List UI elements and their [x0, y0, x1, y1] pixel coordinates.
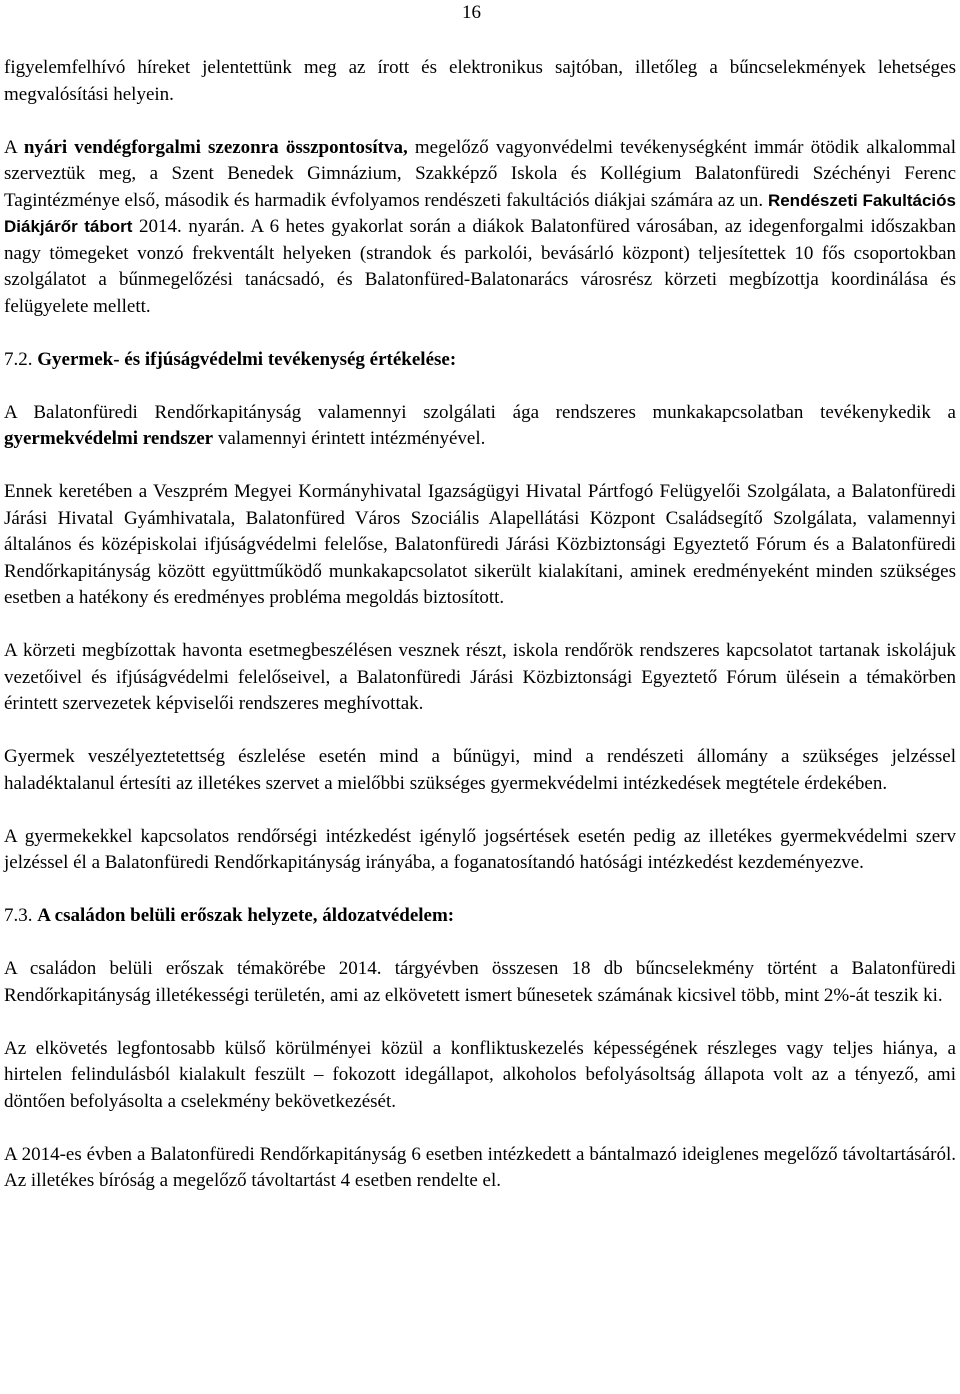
- section-title: A családon belüli erőszak helyzete, áldozatvédelem:: [37, 905, 455, 926]
- document-body: [4, 55, 956, 1195]
- text-fragment: A Balatonfüredi Rendőrkapitányság valamennyi szolgálati ága rendszeres munkakapcsolatban tevékenykedik a: [4, 401, 956, 423]
- section-heading-7-3: [4, 903, 956, 930]
- section-number: 7.3.: [4, 905, 33, 926]
- section-title: Gyermek- és ifjúságvédelmi tevékenység értékelése:: [37, 348, 457, 370]
- paragraph-area-officers: A körzeti megbízottak havonta esetmegbeszélésen vesznek részt, iskola rendőrök rendszeres kapcsolatot tartanak iskolájuk vezetőivel és ifjúságvédelmi felelőseivel, a Balatonfüredi Járási Közbiztonsági Egyeztető Fórum ülésein a témakörben érintett szervezetek képviselői rendszeres meghívottak.: [4, 640, 956, 714]
- paragraph-cooperation-partners: Ennek keretében a Veszprém Megyei Kormányhivatal Igazságügyi Hivatal Pártfogó Felügyelői Szolgálata, a Balatonfüredi Járási Hivatal Gyámhivatala, Balatonfüred Város Szociális Alapellátási Központ Családsegítő Szolgálata, valamennyi általános és középiskolai ifjúságvédelmi felelőse, Balatonfüredi Járási Közbiztonsági Egyeztető Fórum és a Balatonfüredi Rendőrkapitányság között együttműködő munkakapcsolatot sikerült kialakítani, aminek eredményeként minden szükséges esetben a hatékony és eredményes probléma megoldás biztosított.: [4, 481, 956, 608]
- text-fragment: A: [4, 136, 24, 158]
- bold-phrase-patrol-camp: Rendészeti Fakultációs Diákjárőr tábort: [4, 190, 956, 236]
- section-number: 7.2.: [4, 348, 33, 370]
- paragraph-restraining-orders: A 2014-es évben a Balatonfüredi Rendőrkapitányság 6 esetben intézkedett a bántalmazó ideiglenes megelőző távoltartásáról. Az illetékes bíróság a megelőző távoltartást 4 esetben rendelte el.: [4, 1143, 956, 1191]
- paragraph-student-patrol-camp: [4, 135, 956, 321]
- text-fragment: A 6 hetes gyakorlat során a diákok Balatonfüred városában, az idegenforgalmi időszakban nagy tömegeket vonzó frekventált helyeken (strandok és parkolói, bevásárló központ) teljesítettek 10 fős csoportokban szolgálatot a bűnmegelőzési tanácsadó, és Balatonfüred-Balatonarács városrész körzeti megbízottja koordinálása és felügyelete mellett.: [4, 216, 956, 317]
- text-fragment: 2014. nyarán.: [132, 216, 245, 237]
- paragraph-child-protection-system: [4, 400, 956, 453]
- paragraph-domestic-violence-stats: A családon belüli erőszak témakörébe 2014. tárgyévben összesen 18 db bűncselekmény történt a Balatonfüredi Rendőrkapitányság illetékességi területén, ami az elkövetett ismert bűnesetek számának kicsivel több, mint 2%-át teszik ki.: [4, 958, 956, 1006]
- paragraph-offense-circumstances: Az elkövetés legfontosabb külső körülményei közül a konfliktuskezelés képességének részleges vagy teljes hiánya, a hirtelen felindulásból kialakult feszült – fokozott idegállapot, alkoholos befolyásoltság állapota volt az a tényező, ami döntően befolyásolta a cselekmény bekövetkezését.: [4, 1037, 956, 1112]
- bold-phrase-summer-season: nyári vendégforgalmi szezonra összpontosítva,: [23, 136, 408, 158]
- section-heading-7-2: [4, 347, 956, 374]
- text-fragment: valamennyi érintett intézményével.: [213, 428, 486, 449]
- bold-phrase-child-protection: gyermekvédelmi rendszer: [4, 428, 214, 449]
- paragraph-media-warnings: figyelemfelhívó híreket jelentettünk meg az írott és elektronikus sajtóban, illetőleg a bűncselekmények lehetséges megvalósítási helyein.: [4, 57, 956, 105]
- page-number: 16: [462, 2, 481, 23]
- text-fragment: megelőző vagyonvédelmi tevékenységként immár ötödik alkalommal szerveztük meg, a Szent Benedek Gimnázium, Szakképző Iskola és Kollégium Balatonfüredi Széchényi Ferenc Tagintézménye első, második és harmadik évfolyamos rendészeti fakultációs diákjai számára az un.: [4, 136, 956, 211]
- paragraph-child-related-violations: A gyermekekkel kapcsolatos rendőrségi intézkedést igénylő jogsértések esetén pedig az illetékes gyermekvédelmi szerv jelzéssel él a Balatonfüredi Rendőrkapitányság irányába, a foganatosítandó hatósági intézkedést kezdeményezve.: [4, 825, 956, 873]
- paragraph-child-endangerment: Gyermek veszélyeztetettség észlelése esetén mind a bűnügyi, mind a rendészeti állomány a szükséges jelzéssel haladéktalanul értesíti az illetékes szervet a mielőbbi szükséges gyermekvédelmi intézkedések megtétele érdekében.: [4, 746, 956, 794]
